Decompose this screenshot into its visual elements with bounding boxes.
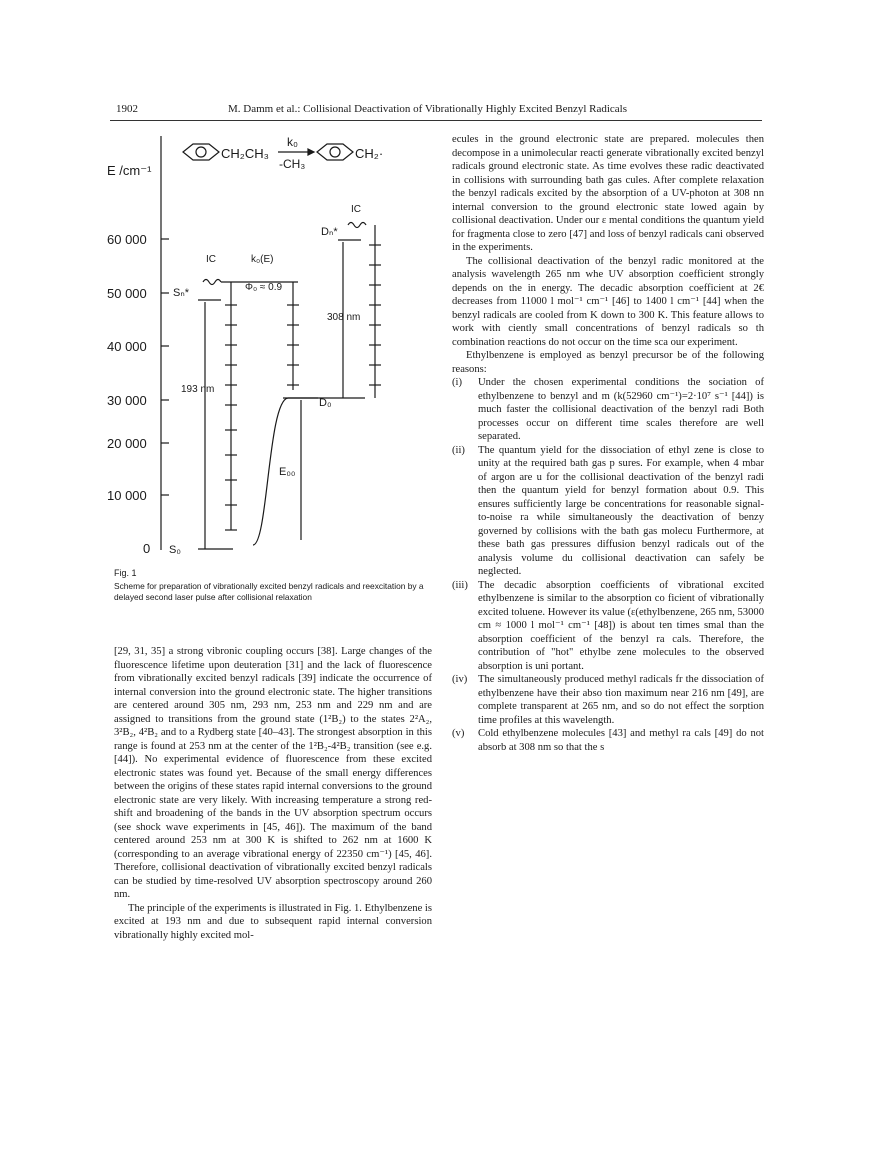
dn-label: Dₙ* xyxy=(321,226,338,238)
rate-constant-label: k₀ xyxy=(287,135,298,149)
ring-circle-icon xyxy=(196,147,206,157)
e0d-label: E₀₀ xyxy=(279,466,296,478)
ic-right-label: IC xyxy=(351,204,361,215)
list-text: Cold ethylbenzene molecules [43] and methyl ra cals [49] do not absorb at 308 nm so that the s xyxy=(478,728,764,753)
arrow-head-icon xyxy=(308,149,314,155)
product-substituent: CH₂· xyxy=(355,146,384,161)
deactivation-ladder-3 xyxy=(369,225,381,398)
ytick-50000: 50 000 xyxy=(107,286,147,301)
reactant-substituent: CH₂CH₃ xyxy=(221,146,269,161)
ytick-20000: 20 000 xyxy=(107,436,147,451)
ic-left-label: IC xyxy=(206,254,216,265)
benzene-ring-reactant xyxy=(183,144,219,160)
figure-1 xyxy=(103,130,433,560)
page-number: 1902 xyxy=(116,103,138,115)
paragraph: ecules in the ground electronic state are prepared. molecules then decompose in a unimolecular reacti generate vibrationally excited benzyl radicals ground electronic state. As time evolves these radic deactivated in collisions with surrounding bath gas cules. After complete relaxation the benzyl radicals excited by the absorption of a UV-photon at 308 nn internal conversion to the ground electronic state lowed again by collisional deactivation. Under our ε mental conditions the quantum yield for fragmenta close to zero [47] and loss of benzyl radicals cani observed in the experiments. xyxy=(452,134,764,253)
list-marker: (iii) xyxy=(452,579,468,591)
left-column xyxy=(114,645,432,942)
deactivation-ladder-2 xyxy=(287,282,299,390)
running-title: M. Damm et al.: Collisional Deactivation of Vibrationally Highly Excited Benzyl Radicals xyxy=(228,103,628,115)
axis-ticks xyxy=(161,239,169,495)
list-marker: (i) xyxy=(452,377,462,388)
ytick-30000: 30 000 xyxy=(107,393,147,408)
ic-wavy-arrow-icon xyxy=(348,223,366,228)
d0-label: D₀ xyxy=(319,397,332,409)
list-marker: (ii) xyxy=(452,444,465,456)
list-item xyxy=(452,444,764,579)
phi-label: Φ₀ ≈ 0.9 xyxy=(245,282,283,293)
header-rule xyxy=(110,120,762,121)
sn-label: Sₙ* xyxy=(173,287,190,299)
deactivation-ladder-1 xyxy=(225,282,237,530)
paragraph: [29, 31, 35] a strong vibronic coupling occurs [38]. Large changes of the fluorescence lifetime upon deuteration [31] and the lack of fluorescence from vibrationally excited benzyl radicals [39] indicate the occurrence of internal conversion into the ground electronic state. The higher transitions are centered around 305 nm, 293 nm, 253 nm and 229 nm and are assigned to transitions from the ground state (1²B₂) to the states 2²A₂, 3²B₂, 4²B₂ and to a Rydberg state [40–43]. The strongest absorption in this range is found at 253 nm at the center of the 1²B₂-4²B₂ transition (see e.g. [44]). No experimental evidence of fluorescence from these excited electronic states was found yet. Because of the small energy differences between the origins of these states rapid internal conversions to the ground electronic state are very likely. With increasing temperature a strong red-shift and broadening of the bands in the UV absorption spectrum occurs (see shock wave experiments in [45, 46]). The maximum of the band centered around 253 nm at 300 K is shifted to 262 nm at 1600 K (corresponding to an average vibrational energy of 22350 cm⁻¹) [45, 46]. Therefore, collisional deactivation of vibrationally excited benzyl radicals can be studied by time-resolved UV absorption spectroscopy around 260 nm. xyxy=(114,646,432,900)
paragraph: The principle of the experiments is illustrated in Fig. 1. Ethylbenzene is excited at 193 nm and due to subsequent rapid internal conversion vibrationally highly excited mol- xyxy=(114,902,432,941)
figure-caption: Scheme for preparation of vibrationally excited benzyl radicals and reexcitation by a delayed second laser pulse after collisional relaxation xyxy=(114,581,424,602)
list-item xyxy=(452,727,764,754)
list-item xyxy=(452,579,764,674)
308nm-label: 308 nm xyxy=(327,312,361,323)
ytick-40000: 40 000 xyxy=(107,339,147,354)
right-column xyxy=(452,133,764,754)
list-marker: (v) xyxy=(452,728,465,739)
list-item xyxy=(452,673,764,727)
kd-label: k₀(E) xyxy=(251,254,274,265)
ytick-0: 0 xyxy=(143,541,151,556)
s0-label: S₀ xyxy=(169,544,181,556)
methyl-loss-label: -CH₃ xyxy=(279,157,306,171)
ytick-60000: 60 000 xyxy=(107,232,147,247)
ic-wavy-arrow-icon xyxy=(203,280,221,285)
193nm-label: 193 nm xyxy=(181,384,215,395)
ytick-10000: 10 000 xyxy=(107,488,147,503)
list-text: The quantum yield for the dissociation of ethyl zene is close to unity at the required bath gas p sures. For example, when 4 mbar of argon are u for the collisional deactivation of the benzyl radi then the quantum yield for benzyl formation about 0.9. This ensures sufficiently large be concentrations for reasonable signal-to-noise ra while simultaneously the deactivation of benzy governed by collisions with the bath gas molecu Furthermore, at these bath gas pressures diffusion benzyl radicals out of the analysis volume du collisional deactivation can safely be neglected. xyxy=(478,444,764,577)
benzene-ring-product xyxy=(317,144,353,160)
energy-axis-label: E /cm⁻¹ xyxy=(107,163,152,178)
list-text: The decadic absorption coefficients of vibrational excited ethylbenzene is similar to the absorption co ficient of vibrationally excited toluene. However its value (ε(ethylbenzene, 265 nm, 53000 cm ≈ 1000 l mol⁻¹ cm⁻¹ [48]) is about ten times smal than the absorption coefficient of the benzyl ra cals. Therefore, the contribution of "hot" ethylbe zene molecules to the observed absorption is uni portant. xyxy=(478,579,764,672)
paragraph: The collisional deactivation of the benzyl radic monitored at the analysis wavelength 265 nm whe UV absorption coefficient strongly depends on the in energy. The decadic absorption coefficient at 2€ decreases from 11000 l mol⁻¹ cm⁻¹ [46] to 1400 l cm⁻¹ [44] when the benzyl radicals are cooled from K down to 300 K. This feature allows to work with ciently small concentrations of benzyl radicals so th combination reactions do not occur on the time sca our experiment. xyxy=(452,255,764,348)
list-marker: (iv) xyxy=(452,674,468,685)
figure-label: Fig. 1 xyxy=(114,568,137,578)
energy-level-diagram xyxy=(103,130,433,560)
ring-circle-icon xyxy=(330,147,340,157)
list-item xyxy=(452,376,764,444)
paragraph: Ethylbenzene is employed as benzyl precursor be of the following reasons: xyxy=(452,350,764,375)
list-text: Under the chosen experimental conditions the sociation of ethylbenzene to benzyl and m (k(52960 cm⁻¹)=2·10⁷ s⁻¹ [44]) is much faster the collisional deactivation of the benzyl radi Both processes occur on different time scales therefore are well separated. xyxy=(478,377,764,442)
list-text: The simultaneously produced methyl radicals fr the dissociation of ethylbenzene have their abso tion maximum near 216 nm [49], are complete transparent at 265 nm, and so do not effect the sorption time profiles at this wavelength. xyxy=(478,674,764,726)
